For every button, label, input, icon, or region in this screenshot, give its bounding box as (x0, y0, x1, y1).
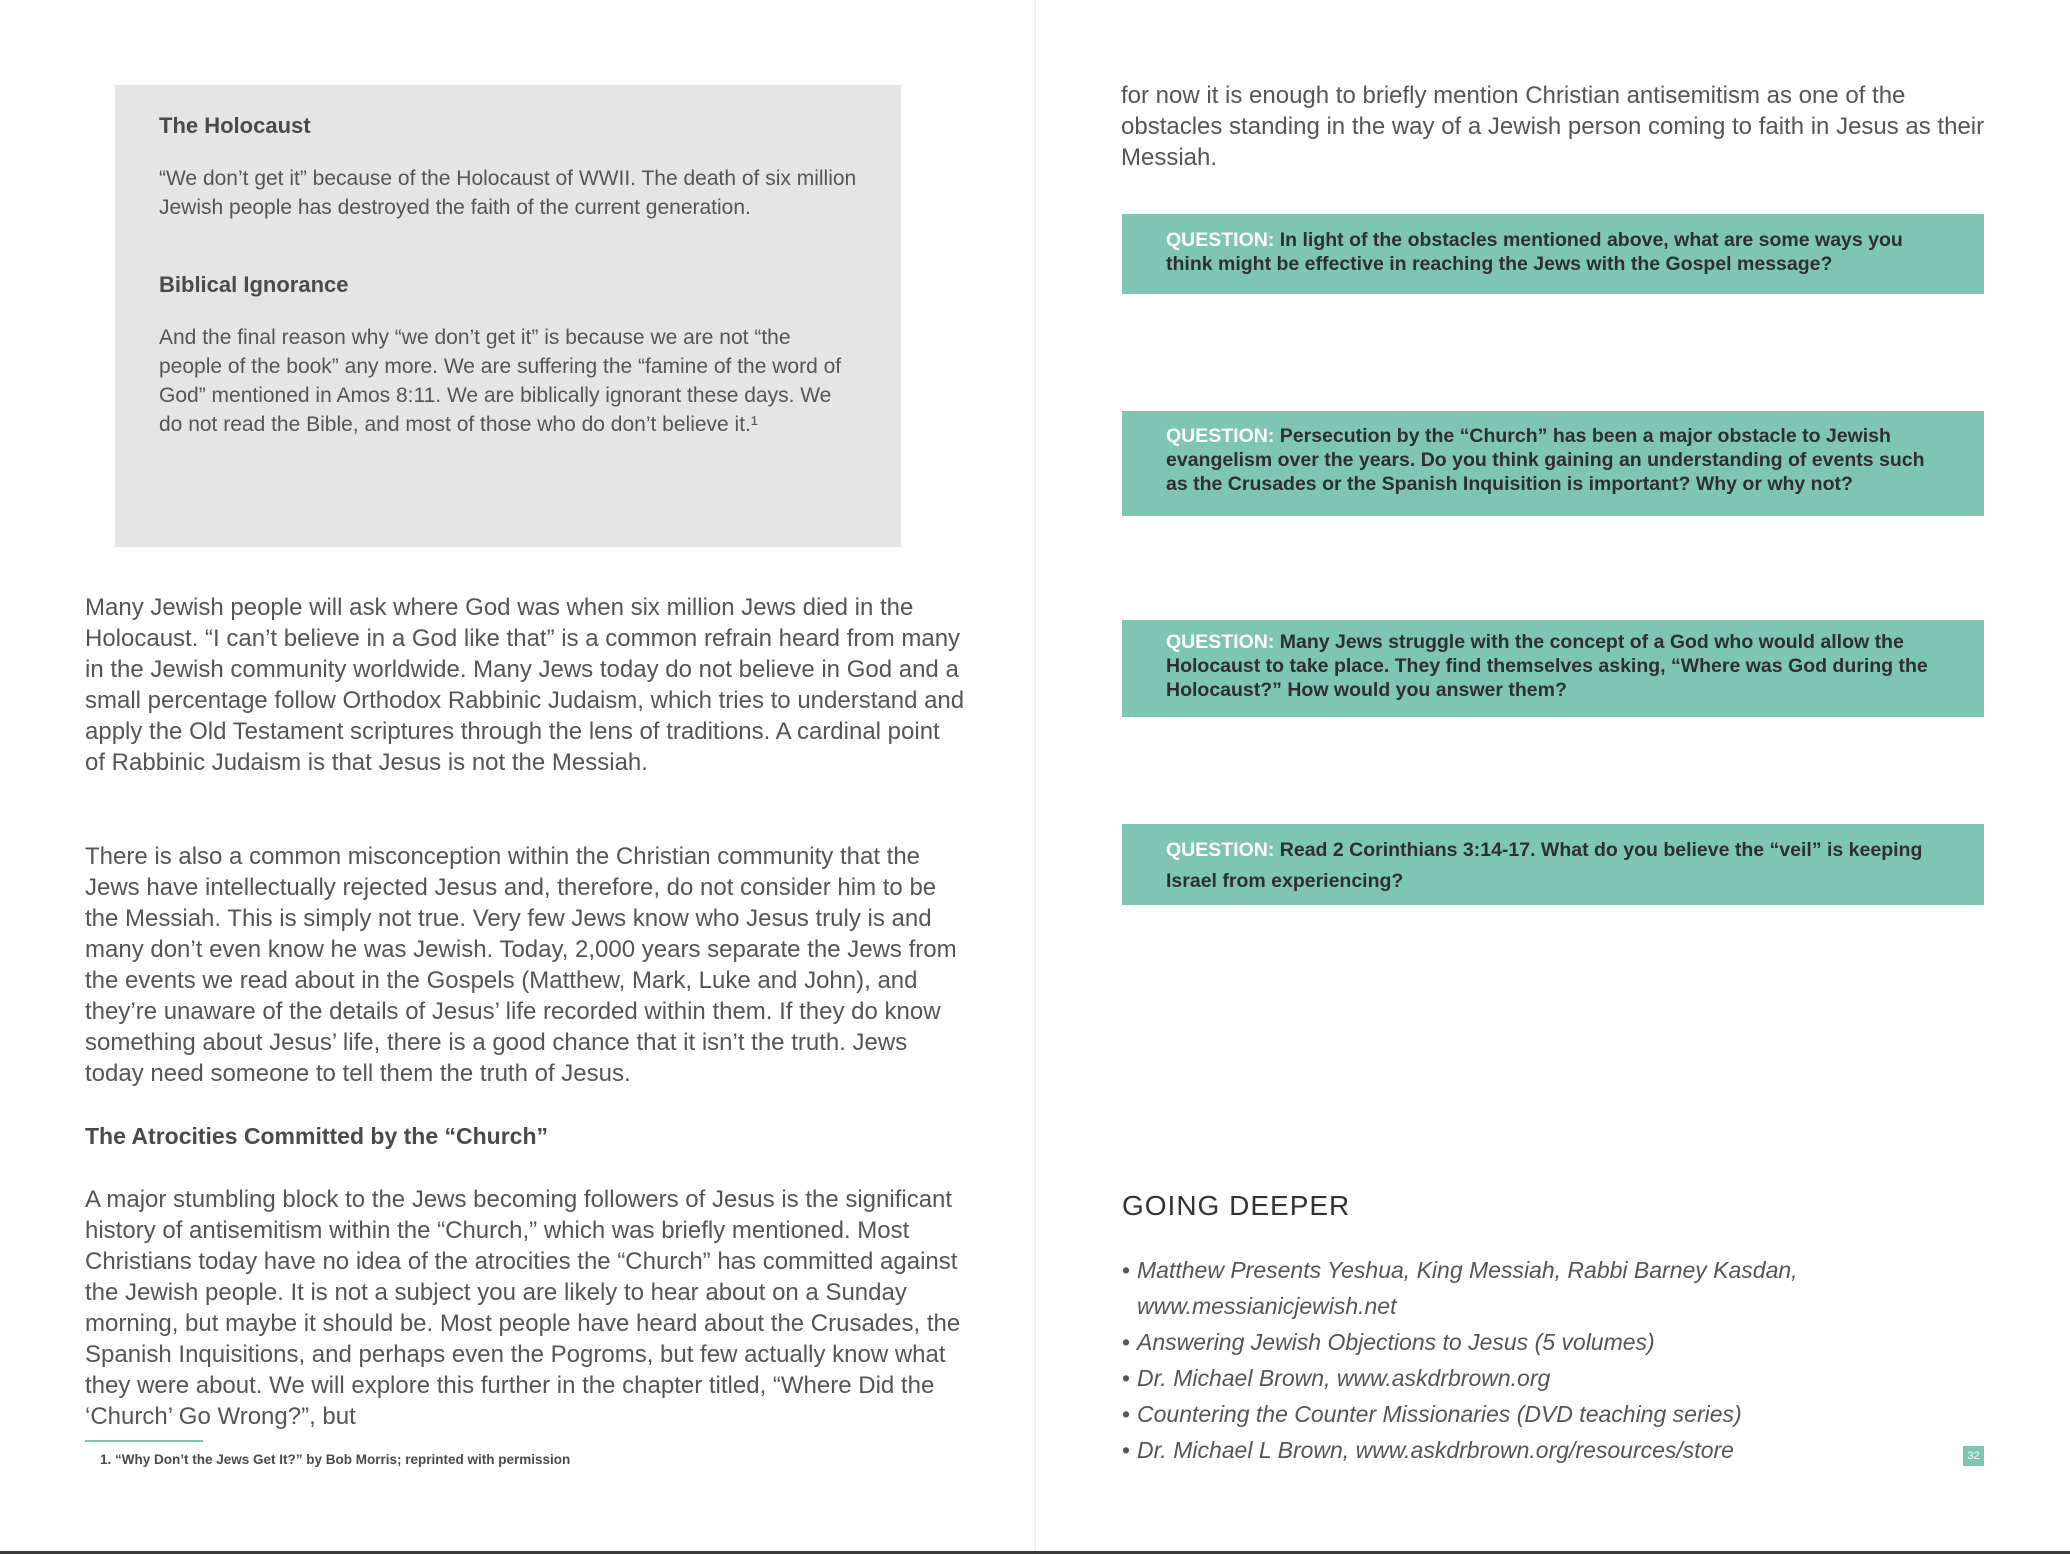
resource-title: Dr. Michael Brown, www.askdrbrown.org (1137, 1365, 1551, 1391)
question-box-3 (1122, 620, 1984, 717)
resource-link: www.messianicjewish.net (1137, 1293, 1397, 1319)
question-text: Persecution by the “Church” has been a major obstacle to Jewish evangelism over the years. Do you think gaining an understanding of events such as the Crusades or the Spanish Inquisition is important? Why or why not? (1166, 425, 1925, 495)
bullet-icon: • (1122, 1365, 1131, 1391)
quote-sidebar-box (115, 85, 901, 547)
question-box-2 (1122, 411, 1984, 516)
resource-item (1122, 1432, 2002, 1468)
bullet-icon: • (1122, 1329, 1131, 1355)
body-paragraph-3: A major stumbling block to the Jews becoming followers of Jesus is the significant history of antisemitism within the “Church,” which was briefly mentioned. Most Christians today have no idea of the atrocities the “Church” has committed against the Jewish people. It is not a subject you are likely to hear about on a Sunday morning, but maybe it should be. Most people have heard about the Crusades, the Spanish Inquisitions, and perhaps even the Pogroms, but few actually know what they were about. We will explore this further in the chapter titled, “Where Did the ‘Church’ Go Wrong?”, but (85, 1186, 961, 1430)
box-paragraph-holocaust: “We don’t get it” because of the Holocaust of WWII. The death of six million Jewish people has destroyed the faith of the current generation. (159, 167, 857, 219)
resource-item (1122, 1252, 2002, 1324)
body-paragraph-1: Many Jewish people will ask where God was when six million Jews died in the Holocaust. “I can’t believe in a God like that” is a common refrain heard from many in the Jewish community worldwide. Many Jews today do not believe in God and a small percentage follow Orthodox Rabbinic Judaism, which tries to understand and apply the Old Testament scriptures through the lens of traditions. A cardinal point of Rabbinic Judaism is that Jesus is not the Messiah. (85, 594, 965, 776)
question-label: QUESTION: (1166, 839, 1275, 861)
question-label: QUESTION: (1166, 229, 1275, 251)
resource-title: Dr. Michael L Brown, www.askdrbrown.org/resources/store (1137, 1437, 1734, 1463)
footnote-divider (85, 1440, 203, 1442)
resource-item (1122, 1396, 2002, 1432)
going-deeper-heading: GOING DEEPER (1122, 1190, 1351, 1221)
footnote: 1. “Why Don’t the Jews Get It?” by Bob Morris; reprinted with permission (100, 1452, 571, 1467)
resource-item (1122, 1324, 2002, 1360)
box-heading-holocaust: The Holocaust (159, 113, 311, 138)
bullet-icon: • (1122, 1257, 1131, 1283)
question-text: Read 2 Corinthians 3:14-17. What do you believe the “veil” is keeping Israel from experiencing? (1166, 839, 1923, 892)
body-paragraph-2: There is also a common misconception within the Christian community that the Jews have intellectually rejected Jesus and, therefore, do not consider him to be the Messiah. This is simply not true. Very few Jews know who Jesus truly is and many don’t even know he was Jewish. Today, 2,000 years separate the Jews from the events we read about in the Gospels (Matthew, Mark, Luke and John), and they’re unaware of the details of Jesus’ life recorded within them. If they do know something about Jesus’ life, there is a good chance that it isn’t the truth. Jews today need someone to tell them the truth of Jesus. (85, 843, 957, 1087)
continued-paragraph: for now it is enough to briefly mention Christian antisemitism as one of the obstacles standing in the way of a Jewish person coming to faith in Jesus as their Messiah. (1121, 82, 1985, 171)
right-page (1036, 0, 2070, 1554)
page-number-badge: 32 (1963, 1446, 1984, 1466)
bullet-icon: • (1122, 1401, 1131, 1427)
question-label: QUESTION: (1166, 425, 1275, 447)
question-box-1 (1122, 214, 1984, 294)
resource-title: Answering Jewish Objections to Jesus (5 volumes) (1137, 1329, 1655, 1355)
resource-item (1122, 1360, 2002, 1396)
resource-title: Countering the Counter Missionaries (DVD teaching series) (1137, 1401, 1742, 1427)
box-paragraph-biblical-ignorance: And the final reason why “we don’t get it” is because we are not “the people of the book” any more. We are suffering the “famine of the word of God” mentioned in Amos 8:11. We are biblically ignorant these days. We do not read the Bible, and most of those who do don’t believe it.¹ (159, 326, 842, 436)
bullet-icon: • (1122, 1437, 1131, 1463)
question-box-4 (1122, 824, 1984, 905)
resource-list (1122, 1252, 2002, 1468)
left-page (0, 0, 1034, 1554)
question-text: In light of the obstacles mentioned above, what are some ways you think might be effective in reaching the Jews with the Gospel message? (1166, 229, 1903, 275)
resource-title: Matthew Presents Yeshua, King Messiah, Rabbi Barney Kasdan, (1137, 1257, 1798, 1283)
question-label: QUESTION: (1166, 631, 1275, 653)
box-heading-biblical-ignorance: Biblical Ignorance (159, 272, 349, 297)
section-heading-atrocities: The Atrocities Committed by the “Church” (85, 1123, 549, 1149)
question-text: Many Jews struggle with the concept of a God who would allow the Holocaust to take place. They find themselves asking, “Where was God during the Holocaust?” How would you answer them? (1166, 631, 1928, 701)
